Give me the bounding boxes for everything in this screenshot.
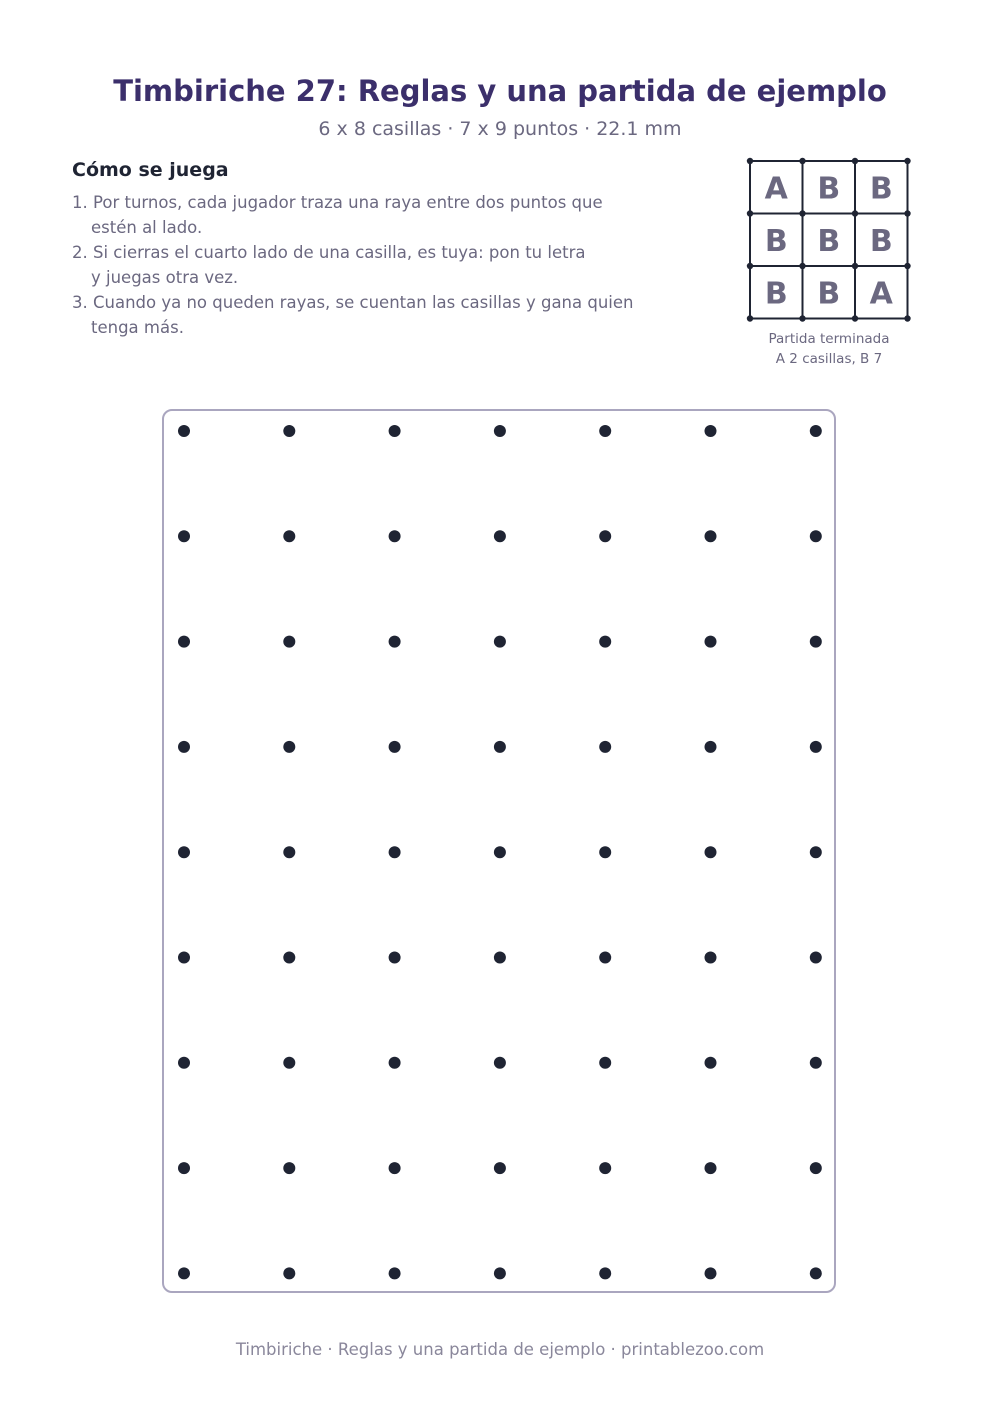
board-dot[interactable]: [810, 530, 822, 542]
board-dot[interactable]: [810, 1267, 822, 1279]
example-dot: [904, 315, 910, 321]
board-dot[interactable]: [494, 1162, 506, 1174]
rule-text-line: 2. Si cierras el cuarto lado de una casilla, es tuya: pon tu letra: [72, 243, 586, 262]
board-dot[interactable]: [389, 425, 401, 437]
board-dot[interactable]: [494, 741, 506, 753]
rule-text-line: y juegas otra vez.: [91, 268, 239, 287]
board-dot[interactable]: [494, 425, 506, 437]
board-dot[interactable]: [705, 636, 717, 648]
board-dot[interactable]: [389, 530, 401, 542]
board-dot[interactable]: [178, 636, 190, 648]
board-dot[interactable]: [599, 530, 611, 542]
example-dot: [799, 210, 805, 216]
example-dot: [852, 315, 858, 321]
example-cell-letter: B: [869, 223, 893, 259]
example-caption: [744, 329, 914, 369]
board-dot[interactable]: [389, 952, 401, 964]
board-dot[interactable]: [599, 1267, 611, 1279]
board-dot[interactable]: [389, 1267, 401, 1279]
dot-grid[interactable]: [164, 411, 838, 1295]
rules-heading: Cómo se juega: [72, 159, 229, 181]
page-title: Timbiriche 27: Reglas y una partida de ejemplo: [113, 74, 887, 108]
board-dot[interactable]: [810, 741, 822, 753]
board-dot[interactable]: [494, 952, 506, 964]
example-game: [744, 155, 914, 325]
board-dot[interactable]: [283, 741, 295, 753]
example-grid: [744, 155, 914, 325]
board-dot[interactable]: [283, 530, 295, 542]
board-dot[interactable]: [283, 846, 295, 858]
board-dot[interactable]: [389, 1057, 401, 1069]
example-dot: [904, 210, 910, 216]
rules-list: [72, 190, 712, 340]
example-cell-letter: B: [817, 276, 841, 312]
page-footer: Timbiriche · Reglas y una partida de ejemplo · printablezoo.com: [235, 1340, 765, 1359]
example-caption-line: Partida terminada: [768, 331, 890, 347]
board-dot[interactable]: [599, 846, 611, 858]
example-dot: [852, 210, 858, 216]
board-dot[interactable]: [705, 741, 717, 753]
example-cell-letter: B: [869, 171, 893, 207]
rule-text-line: 1. Por turnos, cada jugador traza una raya entre dos puntos que: [72, 193, 603, 212]
board-dot[interactable]: [810, 1057, 822, 1069]
example-cell-letter: B: [817, 171, 841, 207]
board-dot[interactable]: [178, 846, 190, 858]
example-cell-letter: B: [764, 276, 788, 312]
board-dot[interactable]: [599, 741, 611, 753]
board-dot[interactable]: [810, 636, 822, 648]
board-dot[interactable]: [178, 1162, 190, 1174]
rule-item: [72, 240, 712, 290]
example-cell-letter: A: [764, 171, 788, 207]
rule-text-line: tenga más.: [91, 318, 184, 337]
board-dot[interactable]: [494, 1057, 506, 1069]
example-cell-letter: A: [869, 276, 893, 312]
board-dot[interactable]: [810, 425, 822, 437]
board-dot[interactable]: [810, 846, 822, 858]
board-dot[interactable]: [178, 952, 190, 964]
board-dot[interactable]: [494, 1267, 506, 1279]
board-dot[interactable]: [599, 952, 611, 964]
board-dot[interactable]: [705, 425, 717, 437]
board-dot[interactable]: [283, 1162, 295, 1174]
example-dot: [852, 263, 858, 269]
rule-text-line: 3. Cuando ya no queden rayas, se cuentan las casillas y gana quien: [72, 293, 634, 312]
board-dot[interactable]: [705, 952, 717, 964]
rule-item: [72, 290, 712, 340]
board-dot[interactable]: [599, 636, 611, 648]
example-dot: [799, 315, 805, 321]
board-dot[interactable]: [178, 741, 190, 753]
page-subtitle: 6 x 8 casillas · 7 x 9 puntos · 22.1 mm: [318, 118, 682, 140]
board-dot[interactable]: [178, 425, 190, 437]
board-dot[interactable]: [283, 425, 295, 437]
board-dot[interactable]: [283, 636, 295, 648]
board-dot[interactable]: [389, 1162, 401, 1174]
example-cell-letter: B: [764, 223, 788, 259]
board-dot[interactable]: [810, 952, 822, 964]
example-dot: [799, 158, 805, 164]
example-dot: [747, 210, 753, 216]
board-dot[interactable]: [705, 1267, 717, 1279]
board-dot[interactable]: [178, 1057, 190, 1069]
board-dot[interactable]: [283, 1267, 295, 1279]
example-dot: [747, 263, 753, 269]
board-dot[interactable]: [705, 1057, 717, 1069]
example-caption-line: A 2 casillas, B 7: [775, 351, 883, 367]
example-dot: [852, 158, 858, 164]
board-dot[interactable]: [389, 636, 401, 648]
example-dot: [747, 158, 753, 164]
example-dot: [904, 263, 910, 269]
example-dot: [904, 158, 910, 164]
board-dot[interactable]: [705, 1162, 717, 1174]
board-dot[interactable]: [178, 530, 190, 542]
dot-board[interactable]: [162, 409, 836, 1293]
board-dot[interactable]: [705, 530, 717, 542]
board-dot[interactable]: [494, 636, 506, 648]
example-dot: [747, 315, 753, 321]
board-dot[interactable]: [389, 846, 401, 858]
board-dot[interactable]: [494, 846, 506, 858]
rule-item: [72, 190, 712, 240]
board-dot[interactable]: [599, 1162, 611, 1174]
rule-text-line: estén al lado.: [91, 218, 203, 237]
board-dot[interactable]: [283, 1057, 295, 1069]
board-dot[interactable]: [389, 741, 401, 753]
example-cell-letter: B: [817, 223, 841, 259]
board-dot[interactable]: [810, 1162, 822, 1174]
board-dot[interactable]: [283, 952, 295, 964]
board-dot[interactable]: [599, 1057, 611, 1069]
board-dot[interactable]: [178, 1267, 190, 1279]
board-dot[interactable]: [599, 425, 611, 437]
example-dot: [799, 263, 805, 269]
board-dot[interactable]: [705, 846, 717, 858]
board-dot[interactable]: [494, 530, 506, 542]
